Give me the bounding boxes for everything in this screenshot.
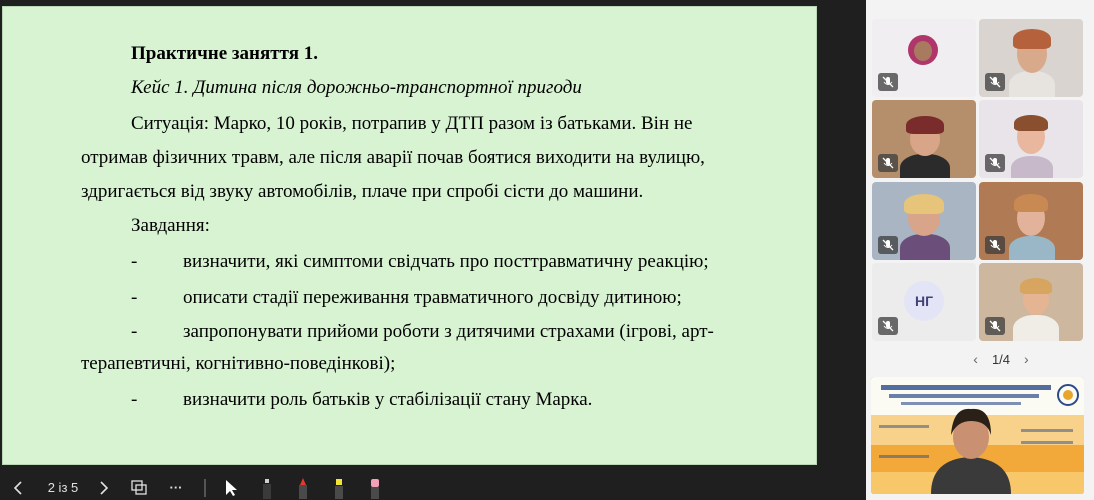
pen-icon [295,477,311,499]
mic-muted-icon [878,154,898,172]
pointer-tool-button[interactable] [220,475,242,500]
presentation-toolbar [0,475,866,500]
participant-tile[interactable] [979,19,1083,97]
task-bullet: - [131,321,138,342]
participant-tile[interactable] [872,100,976,178]
next-slide-button[interactable] [94,475,114,500]
task-bullet: - [131,251,138,272]
task-item-3-continuation: терапевтичні, когнітивно-поведінкові); [81,353,396,374]
highlighter-icon [331,477,347,499]
mic-muted-icon [878,317,898,335]
participant-tile[interactable] [872,19,976,97]
mic-muted-icon [878,236,898,254]
cursor-arrow-icon [224,479,238,497]
situation-line-2: отримав фізичних травм, але після аварії почав боятися виходити на вулицю, [81,147,705,168]
pen-red-button[interactable] [292,475,314,500]
eraser-icon [367,477,383,499]
grid-view-icon [131,480,149,496]
chevron-left-icon[interactable]: ‹ [973,351,978,367]
avatar-initials: НГ [904,281,944,321]
participant-tile[interactable] [979,263,1083,341]
task-bullet: - [131,287,138,308]
pen-icon [259,477,275,499]
task-item-2: описати стадії переживання травматичного досвіду дитиною; [183,287,682,308]
presenter-background [871,377,1084,494]
participant-tile[interactable] [872,182,976,260]
task-bullet: - [131,389,138,410]
more-options-button[interactable]: ··· [169,480,183,495]
participants-pager [946,350,1056,368]
pen-black-button[interactable] [256,475,278,500]
task-item-3: запропонувати прийоми роботи з дитячими страхами (ігрові, арт- [183,321,714,342]
chevron-right-icon[interactable]: › [1024,351,1029,367]
chevron-left-icon [13,481,23,495]
mic-muted-icon [878,73,898,91]
participant-tile[interactable] [979,182,1083,260]
case-heading: Кейс 1. Дитина після дорожньо-транспортної пригоди [131,77,582,98]
presenter-video[interactable] [871,377,1084,494]
participant-tile[interactable] [979,100,1083,178]
participant-tile[interactable] [872,263,976,341]
task-item-4: визначити роль батьків у стабілізації стану Марка. [183,389,593,410]
previous-slide-button[interactable] [8,475,28,500]
mic-muted-icon [985,73,1005,91]
chevron-right-icon [99,481,109,495]
grid-view-button[interactable] [128,475,152,500]
slide-title: Практичне заняття 1. [131,43,318,64]
eraser-button[interactable] [364,475,386,500]
slide [2,6,817,465]
situation-line-1: Ситуація: Марко, 10 років, потрапив у ДТП разом із батьками. Він не [131,113,693,134]
toolbar-divider [204,479,206,497]
pager-label: 1/4 [991,351,1011,367]
mic-muted-icon [985,317,1005,335]
avatar [914,41,932,61]
mic-muted-icon [985,154,1005,172]
task-item-1: визначити, які симптоми свідчать про посттравматичну реакцію; [183,251,709,272]
mic-muted-icon [985,236,1005,254]
highlighter-button[interactable] [328,475,350,500]
page-indicator: 2 із 5 [47,480,79,495]
situation-line-3: здригається від звуку автомобілів, плаче при спробі сісти до машини. [81,181,644,202]
tasks-heading: Завдання: [131,215,210,236]
